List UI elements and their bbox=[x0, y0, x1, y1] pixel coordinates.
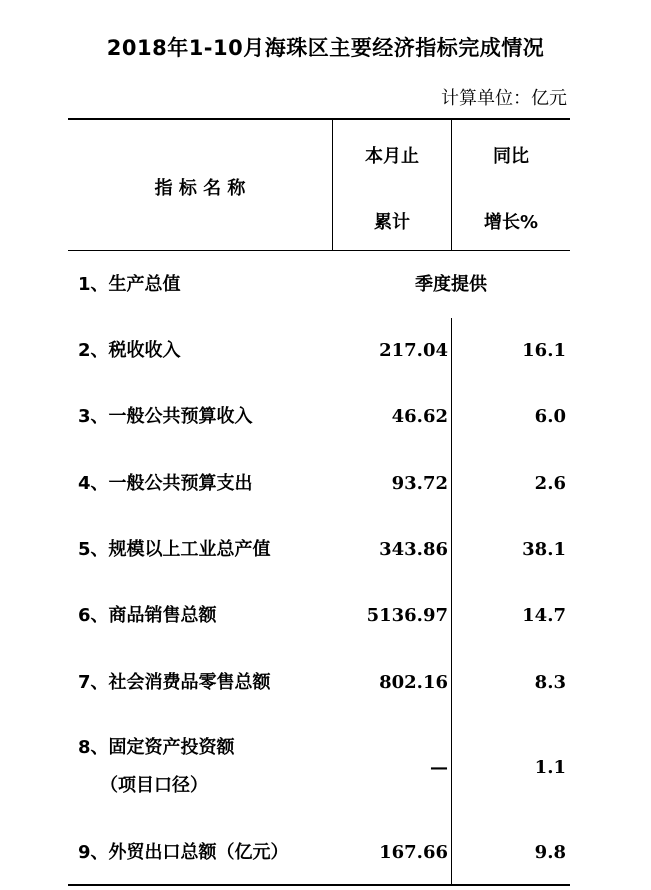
indicator-name: 1、生产总值 bbox=[78, 274, 181, 295]
cumulative-value: 167.66 bbox=[379, 842, 448, 863]
indicator-name: 9、外贸出口总额（亿元） bbox=[78, 842, 289, 863]
table-top-border bbox=[68, 118, 570, 120]
merged-value-cell: 季度提供 bbox=[415, 274, 487, 295]
indicator-name: 6、商品销售总额 bbox=[78, 605, 217, 626]
cumulative-value: 5136.97 bbox=[366, 605, 448, 626]
indicator-name: 5、规模以上工业总产值 bbox=[78, 539, 271, 560]
header-bottom-border bbox=[68, 250, 570, 251]
cumulative-value: 217.04 bbox=[379, 340, 448, 361]
indicator-name: 3、一般公共预算收入 bbox=[78, 406, 253, 427]
yoy-growth: 9.8 bbox=[534, 842, 566, 863]
page-title: 2018年1-10月海珠区主要经济指标完成情况 bbox=[106, 36, 545, 60]
header-indicator-name: 指 标 名 称 bbox=[154, 178, 246, 199]
yoy-growth: 6.0 bbox=[534, 406, 566, 427]
cumulative-value: 802.16 bbox=[379, 672, 448, 693]
table-row bbox=[68, 384, 570, 450]
cumulative-value: — bbox=[430, 757, 448, 778]
cumulative-value: 93.72 bbox=[391, 473, 448, 494]
yoy-growth: 8.3 bbox=[534, 672, 566, 693]
yoy-growth: 16.1 bbox=[522, 340, 566, 361]
unit-label: 计算单位：亿元 bbox=[441, 88, 567, 109]
table-row bbox=[68, 820, 570, 886]
yoy-growth: 2.6 bbox=[534, 473, 566, 494]
table-row bbox=[68, 318, 570, 384]
header-cumulative-line1: 本月止 bbox=[365, 146, 419, 167]
header-yoy-line1: 同比 bbox=[493, 146, 529, 167]
indicator-name: 2、税收收入 bbox=[78, 340, 181, 361]
table-row bbox=[68, 583, 570, 649]
indicator-name: 7、社会消费品零售总额 bbox=[78, 672, 271, 693]
table-row bbox=[68, 451, 570, 517]
header-yoy-line2: 增长% bbox=[483, 212, 539, 233]
cumulative-value: 343.86 bbox=[379, 539, 448, 560]
table-row bbox=[68, 517, 570, 583]
table-row bbox=[68, 650, 570, 716]
header-cumulative-line2: 累计 bbox=[374, 212, 410, 233]
yoy-growth: 14.7 bbox=[522, 605, 566, 626]
table-row bbox=[68, 252, 570, 318]
yoy-growth: 1.1 bbox=[534, 757, 566, 778]
indicator-name-note: （项目口径） bbox=[100, 775, 208, 796]
yoy-growth: 38.1 bbox=[522, 539, 566, 560]
cumulative-value: 46.62 bbox=[391, 406, 448, 427]
indicator-name: 8、固定资产投资额 bbox=[78, 737, 235, 758]
indicator-name: 4、一般公共预算支出 bbox=[78, 473, 253, 494]
